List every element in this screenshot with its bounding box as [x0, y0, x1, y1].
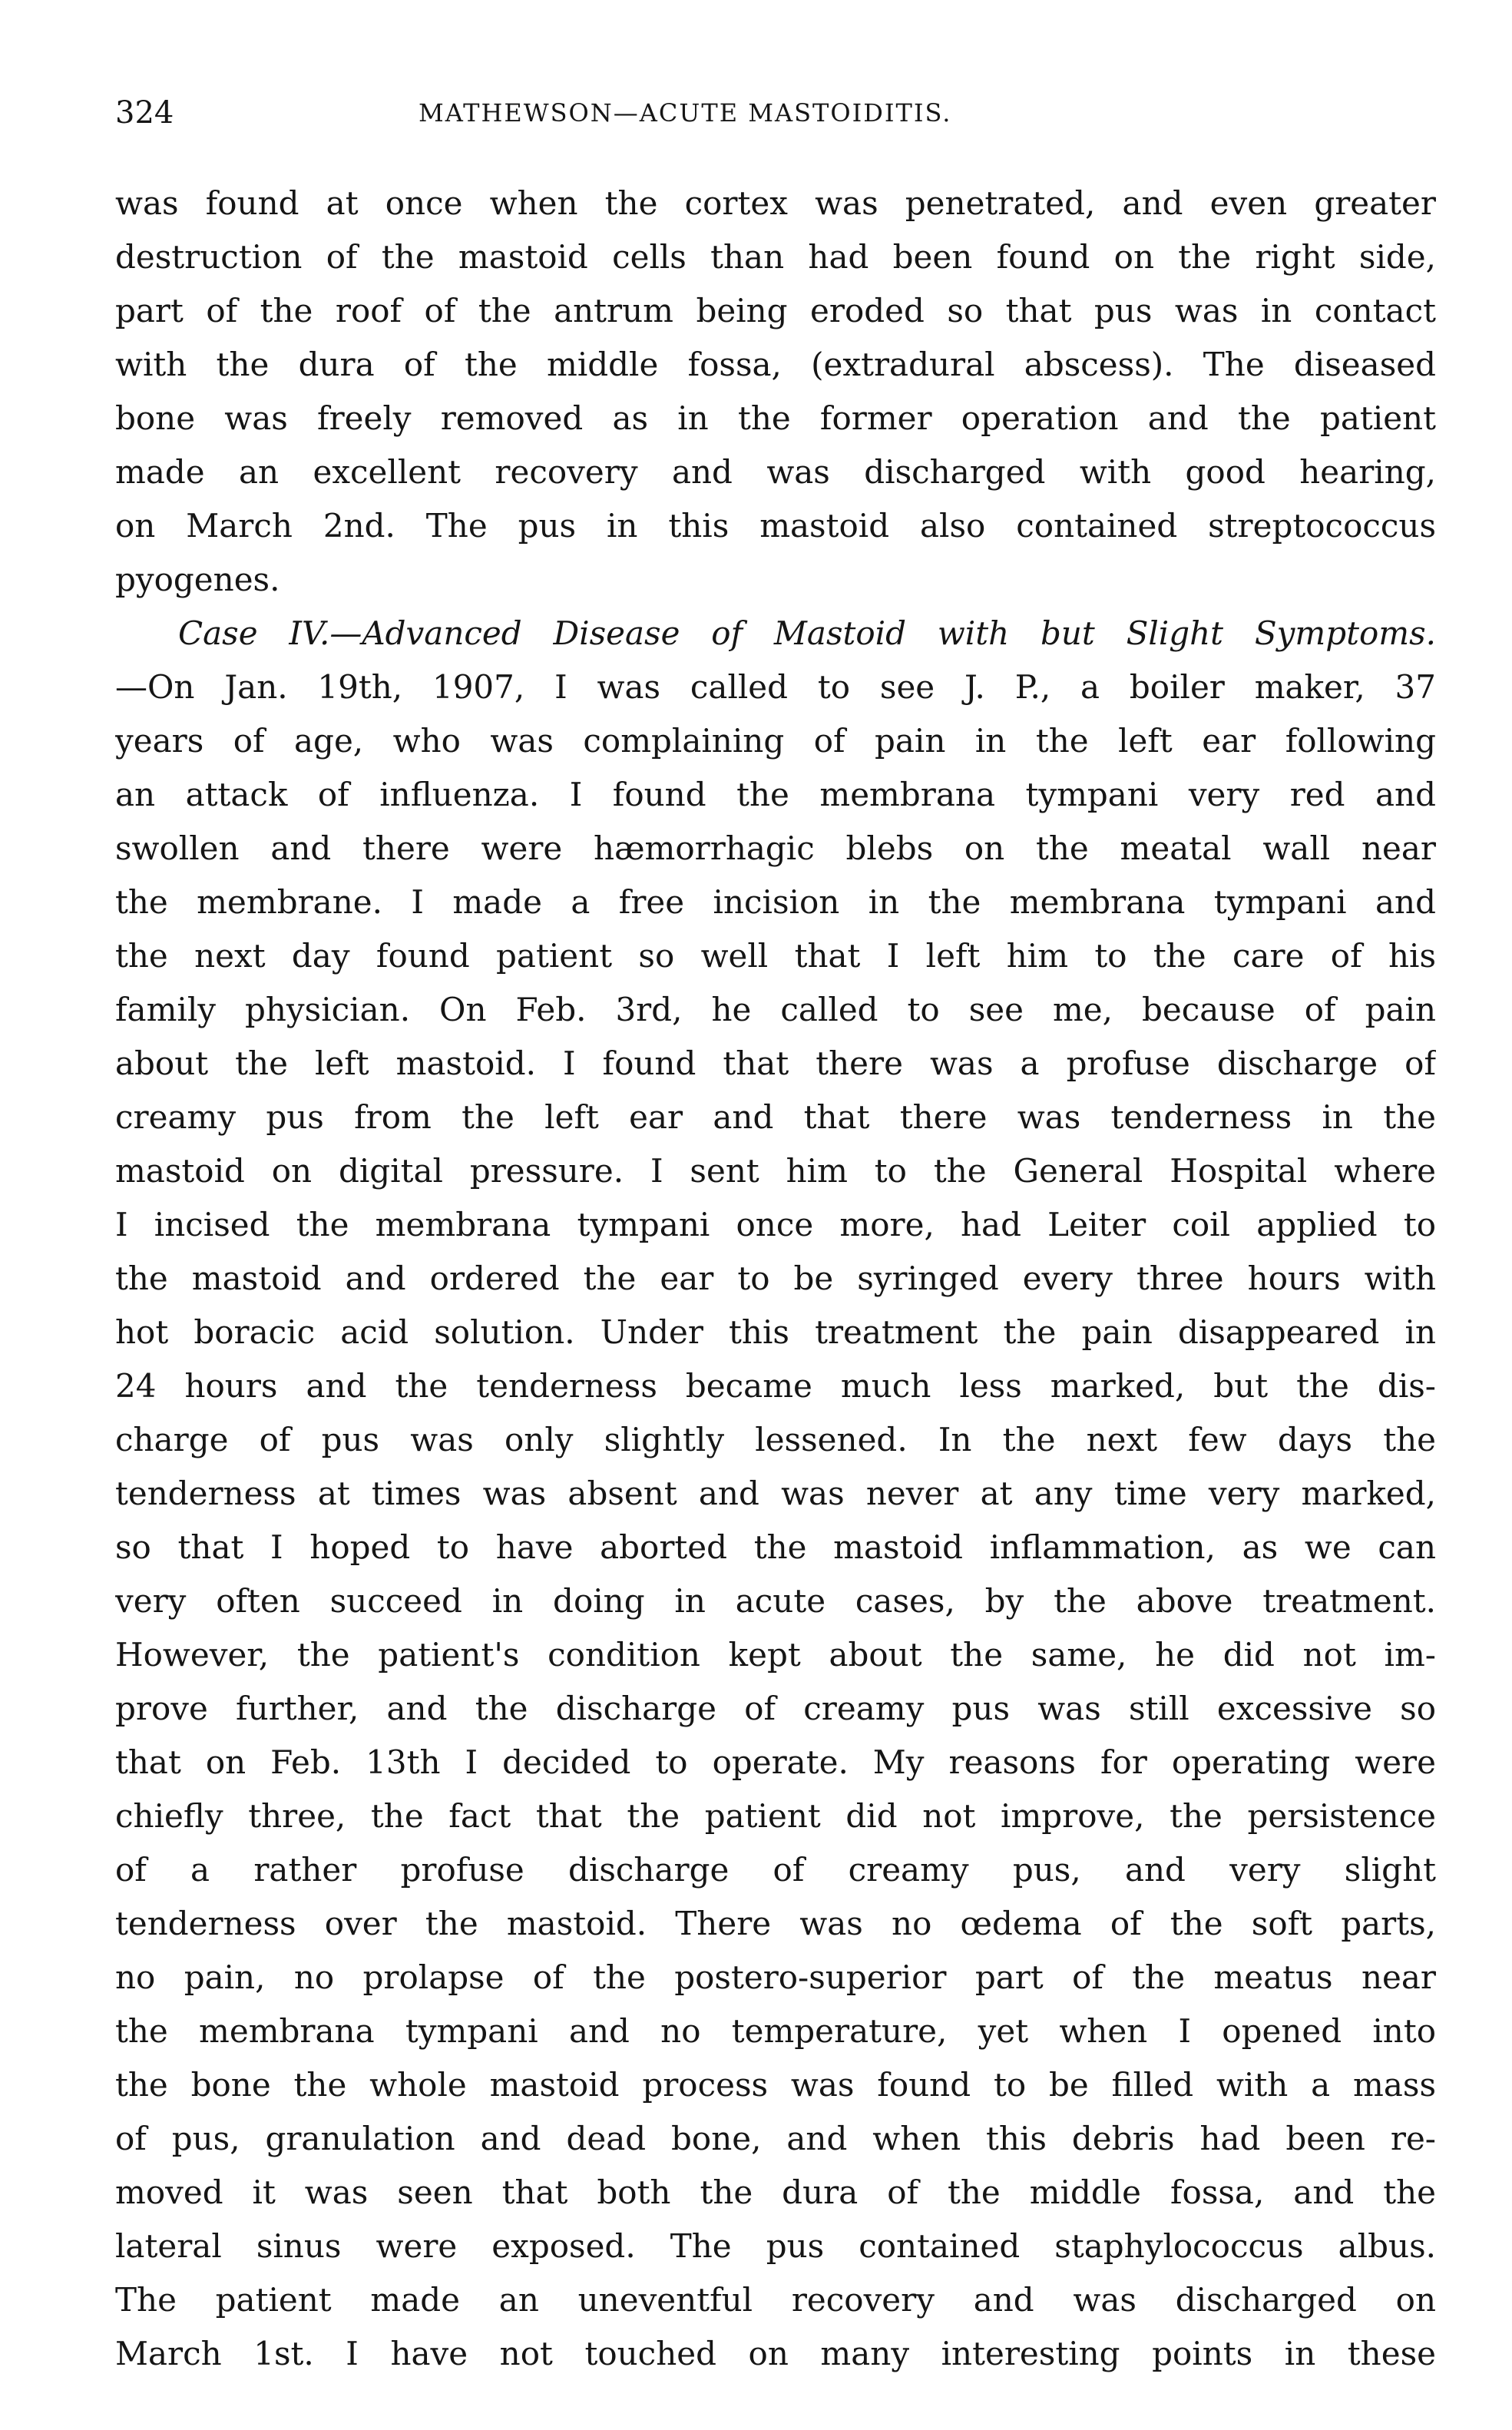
text-line: destruction of the mastoid cells than had been found on the right side, — [115, 238, 1436, 276]
text-line: However, the patient's condition kept about the same, he did not im- — [115, 1636, 1436, 1674]
text-line: an attack of influenza. I found the membrana tympani very red and — [115, 776, 1436, 813]
text-line: of pus, granulation and dead bone, and when this debris had been re- — [115, 2120, 1436, 2157]
text-line: chiefly three, the fact that the patient did not improve, the persistence — [115, 1797, 1436, 1835]
text-line: with the dura of the middle fossa, (extradural abscess). The diseased — [115, 346, 1436, 383]
text-line: was found at once when the cortex was penetrated, and even greater — [115, 184, 1436, 222]
text-line: tenderness at times was absent and was never at any time very marked, — [115, 1475, 1436, 1512]
text-line: swollen and there were hæmorrhagic blebs on the meatal wall near — [115, 829, 1436, 867]
running-header — [115, 86, 1436, 140]
text-line: the bone the whole mastoid process was found to be filled with a mass — [115, 2066, 1436, 2104]
text-line: March 1st. I have not touched on many interesting points in these — [115, 2335, 1436, 2372]
text-line: so that I hoped to have aborted the mastoid inflammation, as we can — [115, 1528, 1436, 1566]
text-line: 24 hours and the tenderness became much less marked, but the dis- — [115, 1367, 1436, 1405]
text-line: very often succeed in doing in acute cases, by the above treatment. — [115, 1582, 1436, 1620]
text-line: creamy pus from the left ear and that there was tenderness in the — [115, 1098, 1436, 1136]
text-line: I incised the membrana tympani once more, had Leiter coil applied to — [115, 1206, 1436, 1243]
text-line: part of the roof of the antrum being eroded so that pus was in contact — [115, 292, 1436, 329]
text-line: the next day found patient so well that I left him to the care of his — [115, 937, 1436, 975]
text-line: made an excellent recovery and was discharged with good hearing, — [115, 453, 1436, 491]
case-heading: Case IV.—Advanced Disease of Mastoid with but Slight Symptoms. — [178, 614, 1436, 652]
text-line: years of age, who was complaining of pain in the left ear following — [115, 722, 1436, 760]
text-line: moved it was seen that both the dura of the middle fossa, and the — [115, 2173, 1436, 2211]
text-line: —On Jan. 19th, 1907, I was called to see J. P., a boiler maker, 37 — [115, 668, 1436, 706]
text-line: that on Feb. 13th I decided to operate. My reasons for operating were — [115, 1743, 1436, 1781]
body-text — [115, 177, 1436, 2381]
text-line: tenderness over the mastoid. There was no œdema of the soft parts, — [115, 1905, 1436, 1942]
text-line: the mastoid and ordered the ear to be syringed every three hours with — [115, 1260, 1436, 1297]
text-line: charge of pus was only slightly lessened. In the next few days the — [115, 1421, 1436, 1458]
text-line: lateral sinus were exposed. The pus contained staphylococcus albus. — [115, 2227, 1436, 2265]
text-line: no pain, no prolapse of the postero-superior part of the meatus near — [115, 1958, 1436, 1996]
text-line: about the left mastoid. I found that there was a profuse discharge of — [115, 1045, 1436, 1082]
text-line: family physician. On Feb. 3rd, he called to see me, because of pain — [115, 991, 1436, 1028]
text-line: mastoid on digital pressure. I sent him to the General Hospital where — [115, 1152, 1436, 1190]
text-line: pyogenes. — [115, 561, 280, 598]
text-line: of a rather profuse discharge of creamy pus, and very slight — [115, 1851, 1436, 1889]
text-line: the membrana tympani and no temperature, yet when I opened into — [115, 2012, 1436, 2050]
text-line: on March 2nd. The pus in this mastoid also contained streptococcus — [115, 507, 1436, 545]
text-line: bone was freely removed as in the former operation and the patient — [115, 399, 1436, 437]
page-number: 324 — [115, 95, 174, 131]
text-line: the membrane. I made a free incision in the membrana tympani and — [115, 883, 1436, 921]
text-line: prove further, and the discharge of creamy pus was still excessive so — [115, 1690, 1436, 1727]
text-line: The patient made an uneventful recovery and was discharged on — [115, 2281, 1436, 2319]
text-line: hot boracic acid solution. Under this treatment the pain disappeared in — [115, 1313, 1436, 1351]
running-title: MATHEWSON—ACUTE MASTOIDITIS. — [419, 98, 952, 127]
